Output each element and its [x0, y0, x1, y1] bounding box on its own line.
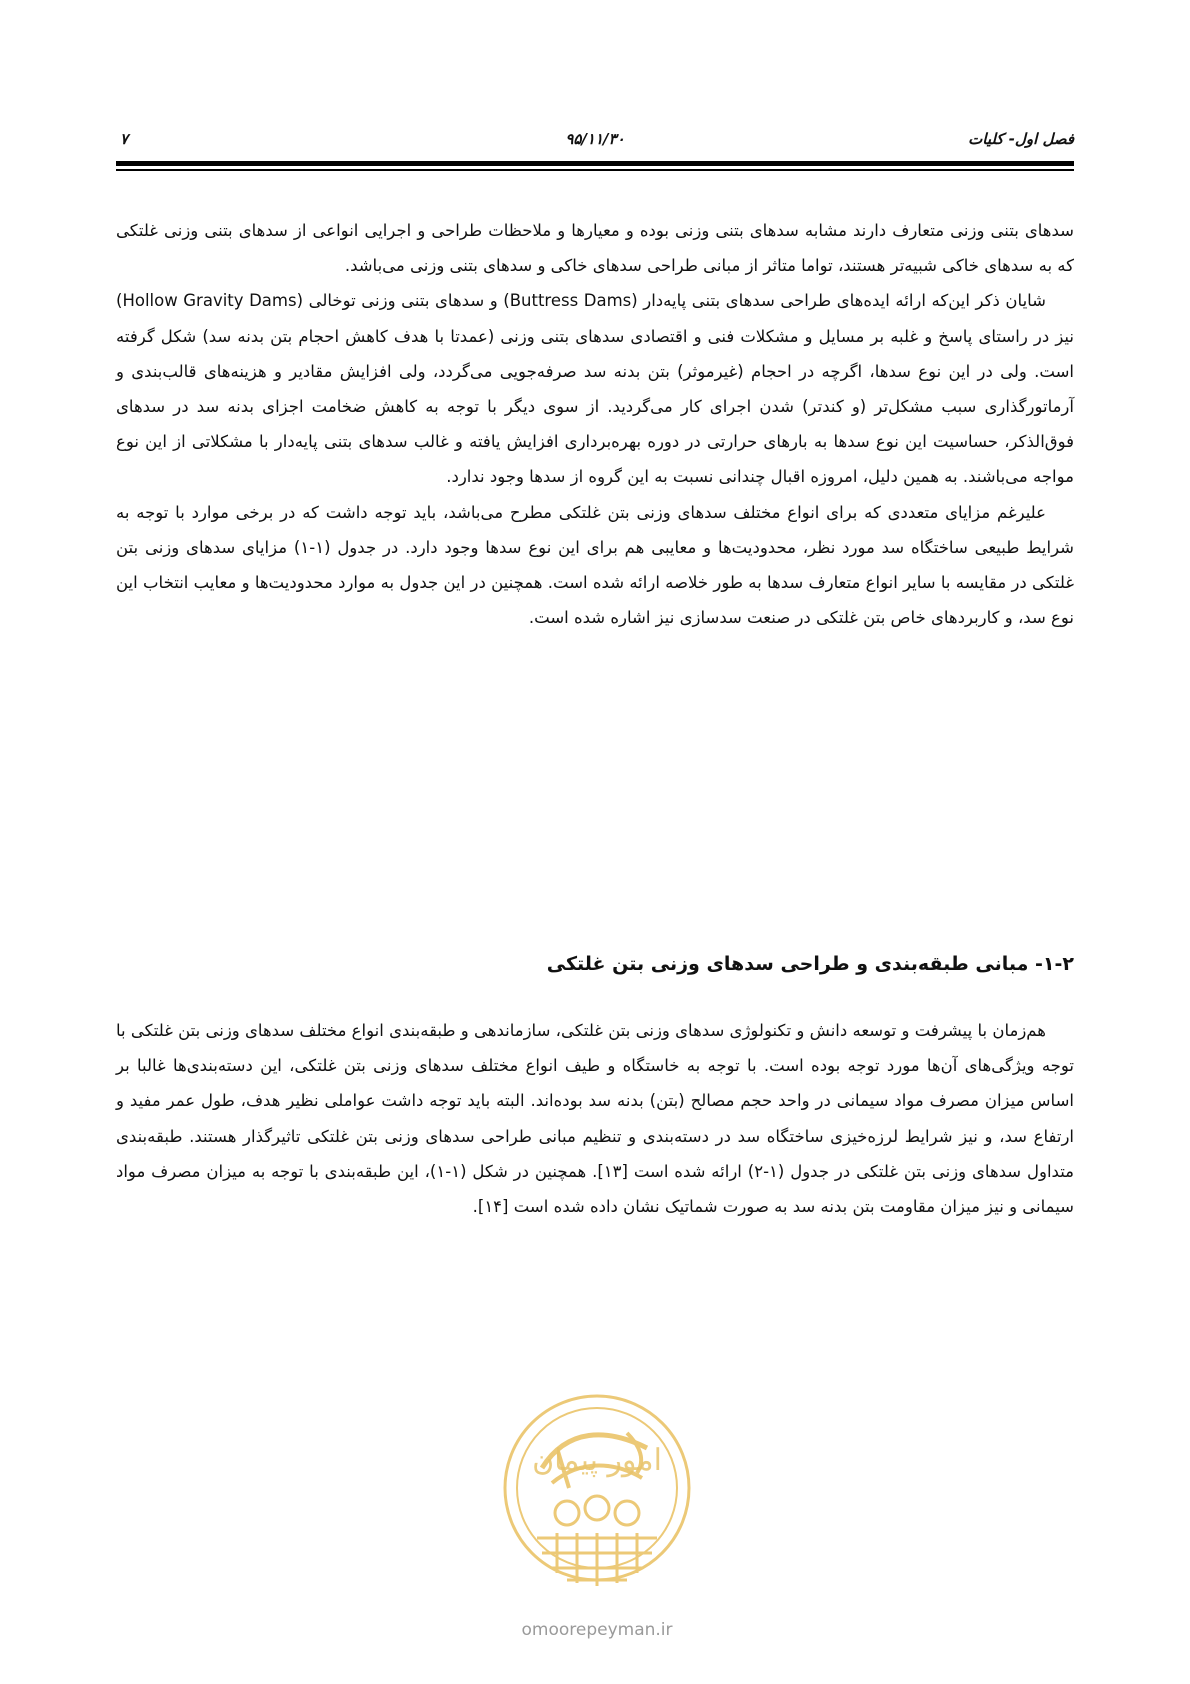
header-rule-thick	[116, 161, 1074, 166]
chapter-title: فصل اول- کلیات	[968, 130, 1074, 148]
page-header	[116, 128, 1074, 154]
body-text-bottom	[116, 1013, 1074, 1224]
header-date: ۹۵/۱۱/۳۰	[565, 130, 625, 148]
paragraph: هم‌زمان با پیشرفت و توسعه دانش و تکنولوژی سدهای وزنی بتن غلتکی، سازماندهی و طبقه‌بندی انواع مختلف سدهای وزنی بتن غلتکی با توجه ویژگی‌های آن‌ها مورد توجه بوده است. با توجه به خاستگاه و طیف انواع مختلف سدهای وزنی بتن غلتکی، این دسته‌بندی‌ها غالبا بر اساس میزان مصرف مواد سیمانی در واحد حجم مصالح (بتن) بدنه سد بوده‌اند. البته باید توجه داشت عواملی نظیر هدف، طول عمر مفید و ارتفاع سد، و نیز شرایط لرزه‌خیزی ساختگاه سد در دسته‌بندی و تنظیم مبانی طراحی سدهای وزنی بتن غلتکی تاثیرگذار هستند. طبقه‌بندی متداول سدهای وزنی بتن غلتکی در جدول (۱-۲) ارائه شده است [۱۳]. همچنین در شکل (۱-۱)، این طبقه‌بندی با توجه به میزان مصرف مواد سیمانی و نیز میزان مقاومت بتن بدنه سد به صورت شماتیک نشان داده شده است [۱۴].	[116, 1021, 1075, 1217]
page-number: ۷	[120, 130, 129, 148]
watermark-logo	[497, 1388, 697, 1612]
body-text-top	[116, 213, 1074, 635]
paragraph: شایان ذکر این‌که ارائه ایده‌های طراحی سدهای بتنی پایه‌دار (Buttress Dams) و سدهای بتنی وزنی توخالی (Hollow Gravity Dams) نیز در راستای پاسخ و غلبه بر مسایل و مشکلات فنی و اقتصادی سدهای بتنی وزنی (عمدتا با هدف کاهش احجام بتن بدنه سد) شکل گرفته است. ولی در این نوع سدها، اگرچه در احجام (غیرموثر) بتن بدنه سد صرفه‌جویی می‌گردد، ولی افزایش مقادیر و هزینه‌های قالب‌بندی و آرماتورگذاری سبب مشکل‌تر (و کندتر) شدن اجرای کار می‌گردید. از سوی دیگر با توجه به کاهش ضخامت اجزای بدنه سد در سدهای فوق‌الذکر، حساسیت این نوع سدها به بارهای حرارتی در دوره بهره‌برداری افزایش یافته و غالب سدهای بتنی پایه‌دار با مشکلاتی از این نوع مواجه می‌باشند. به همین دلیل، امروزه اقبال چندانی نسبت به این گروه از سدها وجود ندارد.	[116, 291, 1074, 487]
watermark-caption: omoorepeyman.ir	[521, 1620, 673, 1640]
section-heading: ۱-۲- مبانی طبقه‌بندی و طراحی سدهای وزنی بتن غلتکی	[546, 953, 1074, 975]
header-rule-thin	[116, 169, 1074, 171]
paragraph: سدهای بتنی وزنی متعارف دارند مشابه سدهای بتنی وزنی بوده و معیارها و ملاحظات طراحی و اجرایی انواعی از سدهای بتنی وزنی غلتکی که به سدهای خاکی شبیه‌تر هستند، تواما متاثر از مبانی طراحی سدهای خاکی و سدهای بتنی وزنی می‌باشد.	[116, 221, 1074, 276]
paragraph: علیرغم مزایای متعددی که برای انواع مختلف سدهای وزنی بتن غلتکی مطرح می‌باشد، باید توجه داشت که در برخی موارد با توجه به شرایط طبیعی ساختگاه سد مورد نظر، محدودیت‌ها و معایبی هم برای این نوع سدها وجود دارد. در جدول (۱-۱) مزایای سدهای وزنی بتن غلتکی در مقایسه با سایر انواع متعارف سدها به طور خلاصه ارائه شده است. همچنین در این جدول به موارد محدودیت‌ها و معایب انتخاب این نوع سد، و کاربردهای خاص بتن غلتکی در صنعت سدسازی نیز اشاره شده است.	[116, 502, 1074, 628]
watermark-logo-text: امور پیمان	[532, 1443, 662, 1478]
